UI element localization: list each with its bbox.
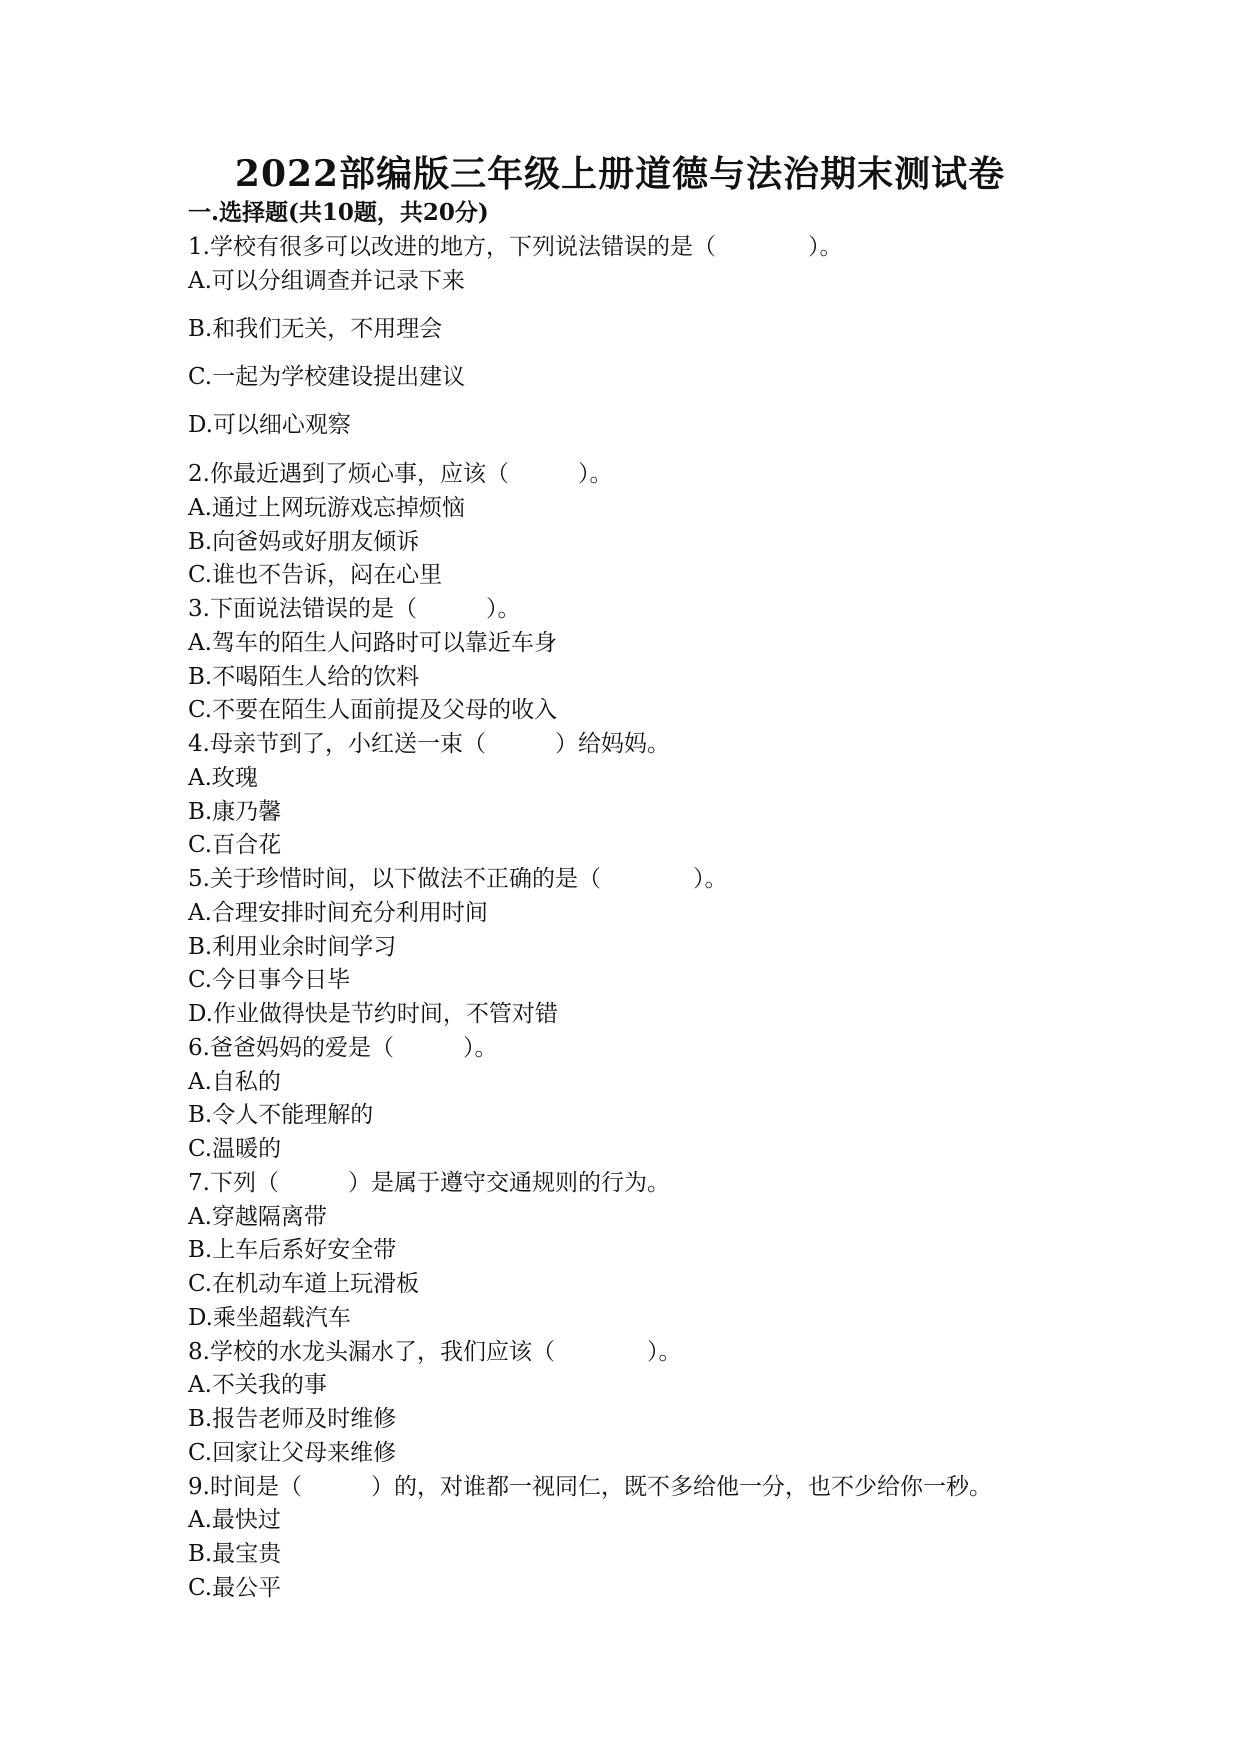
answer-option: B.令人不能理解的 [188, 1102, 374, 1128]
question-stem: 1.学校有很多可以改进的地方，下列说法错误的是（ ）。 [188, 234, 843, 260]
answer-option: A.合理安排时间充分利用时间 [188, 900, 488, 926]
answer-option: A.自私的 [188, 1069, 281, 1095]
answer-option: B.和我们无关，不用理会 [188, 316, 443, 342]
answer-option: C.百合花 [188, 832, 282, 858]
question-stem: 4.母亲节到了，小红送一束（ ）给妈妈。 [188, 731, 670, 757]
answer-option: A.玫瑰 [188, 765, 258, 791]
question-stem: 6.爸爸妈妈的爱是（ ）。 [188, 1035, 498, 1061]
section-heading: 一.选择题(共10题，共20分) [188, 199, 489, 226]
answer-option: C.一起为学校建设提出建议 [188, 364, 466, 390]
answer-option: C.最公平 [188, 1575, 282, 1601]
answer-option: C.今日事今日毕 [188, 967, 351, 993]
answer-option: A.驾车的陌生人问路时可以靠近车身 [188, 630, 557, 656]
answer-option: D.作业做得快是节约时间，不管对错 [188, 1001, 558, 1027]
answer-option: A.穿越隔离带 [188, 1204, 327, 1230]
answer-option: C.在机动车道上玩滑板 [188, 1271, 420, 1297]
answer-option: B.上车后系好安全带 [188, 1237, 397, 1263]
answer-option: B.康乃馨 [188, 799, 282, 825]
question-stem: 3.下面说法错误的是（ ）。 [188, 596, 521, 622]
answer-option: C.温暖的 [188, 1136, 282, 1162]
answer-option: B.报告老师及时维修 [188, 1406, 397, 1432]
document-title: 2022部编版三年级上册道德与法治期末测试卷 [234, 153, 1006, 195]
answer-option: D.乘坐超载汽车 [188, 1305, 351, 1331]
answer-option: A.最快过 [188, 1507, 281, 1533]
question-stem: 7.下列（ ）是属于遵守交通规则的行为。 [188, 1170, 670, 1196]
question-stem: 8.学校的水龙头漏水了，我们应该（ ）。 [188, 1339, 682, 1365]
answer-option: A.可以分组调查并记录下来 [188, 268, 465, 294]
answer-option: B.最宝贵 [188, 1541, 282, 1567]
question-stem: 5.关于珍惜时间，以下做法不正确的是（ ）。 [188, 866, 728, 892]
answer-option: C.谁也不告诉，闷在心里 [188, 562, 443, 588]
answer-option: D.可以细心观察 [188, 412, 351, 438]
question-stem: 2.你最近遇到了烦心事，应该（ ）。 [188, 461, 613, 487]
answer-option: A.通过上网玩游戏忘掉烦恼 [188, 495, 465, 521]
answer-option: B.不喝陌生人给的饮料 [188, 664, 420, 690]
answer-option: C.回家让父母来维修 [188, 1440, 397, 1466]
answer-option: B.利用业余时间学习 [188, 934, 397, 960]
answer-option: A.不关我的事 [188, 1372, 327, 1398]
answer-option: C.不要在陌生人面前提及父母的收入 [188, 697, 558, 723]
question-stem: 9.时间是（ ）的，对谁都一视同仁，既不多给他一分，也不少给你一秒。 [188, 1474, 992, 1500]
answer-option: B.向爸妈或好朋友倾诉 [188, 529, 420, 555]
